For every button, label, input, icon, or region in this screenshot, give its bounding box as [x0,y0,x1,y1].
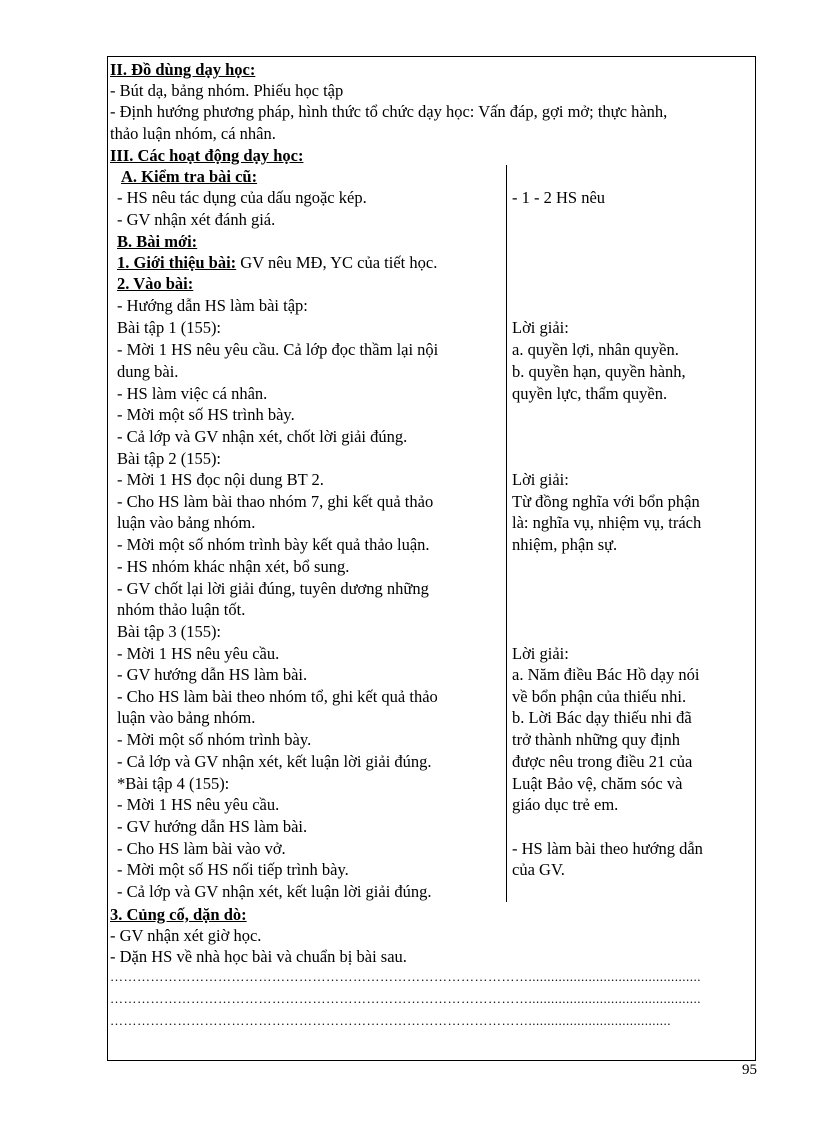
closing-line: - GV nhận xét giờ học. [110,926,262,945]
column-divider [506,165,507,902]
right-text: nhiệm, phận sự. [512,535,618,554]
left-text: - Mời 1 HS nêu yêu cầu. [117,795,280,814]
right-text: là: nghĩa vụ, nhiệm vụ, trách [512,513,702,532]
right-text: Lời giải: [512,318,569,337]
right-text: - HS làm bài theo hướng dẫn [512,839,703,858]
right-text: giáo dục trẻ em. [512,795,619,814]
part-b-heading: B. Bài mới: [117,232,198,251]
left-text: - GV nhận xét đánh giá. [117,210,276,229]
closing-heading: 3. Củng cố, dặn dò: [110,905,247,924]
left-text: - Cho HS làm bài thao nhóm 7, ghi kết quả thảo [117,492,434,511]
section-3-heading: III. Các hoạt động dạy học: [110,146,304,165]
left-text: - Mời 1 HS đọc nội dung BT 2. [117,470,324,489]
left-text: - Mời 1 HS nêu yêu cầu. Cả lớp đọc thầm lại nội [117,340,439,359]
left-text: - Mời 1 HS nêu yêu cầu. [117,644,280,663]
right-text: được nêu trong điều 21 của [512,752,693,771]
right-text: trở thành những quy định [512,730,680,749]
left-text: - Cả lớp và GV nhận xét, kết luận lời giải đúng. [117,882,432,901]
right-text: b. Lời Bác dạy thiếu nhi đã [512,708,692,727]
left-text: - Mời một số nhóm trình bày kết quả thảo luận. [117,535,430,554]
right-text: b. quyền hạn, quyền hành, [512,362,686,381]
left-text: - GV chốt lại lời giải đúng, tuyên dương những [117,579,429,598]
section-2-line: - Bút dạ, bảng nhóm. Phiếu học tập [110,81,344,100]
part-a-heading: A. Kiểm tra bài cũ: [121,167,258,186]
right-text: Từ đồng nghĩa với bổn phận [512,492,700,511]
right-text: - 1 - 2 HS nêu [512,188,606,207]
right-text: quyền lực, thẩm quyền. [512,384,668,403]
closing-line: - Dặn HS về nhà học bài và chuẩn bị bài sau. [110,947,407,966]
intro-text: GV nêu MĐ, YC của tiết học. [240,253,438,272]
left-text: - Cho HS làm bài vào vở. [117,839,286,858]
left-text: - Mời một số HS trình bày. [117,405,295,424]
section-2-heading: II. Đồ dùng dạy học: [110,60,256,79]
section-2-line: - Định hướng phương pháp, hình thức tổ chức dạy học: Vấn đáp, gợi mở; thực hành, [110,102,668,121]
main-heading: 2. Vào bài: [117,274,194,293]
left-text: - Hướng dẫn HS làm bài tập: [117,296,308,315]
intro-line [117,253,437,273]
page-number: 95 [742,1062,757,1078]
left-text: - HS nêu tác dụng của dấu ngoặc kép. [117,188,367,207]
right-text: a. quyền lợi, nhân quyền. [512,340,679,359]
left-text: - Mời một số HS nối tiếp trình bày. [117,860,349,879]
left-text: - GV hướng dẫn HS làm bài. [117,817,308,836]
exercise-title: Bài tập 3 (155): [117,622,222,641]
left-text: luận vào bảng nhóm. [117,513,256,532]
dotted-line: ………………………………………………………………………………….............................................. [110,991,701,1006]
right-text: Lời giải: [512,470,569,489]
left-text: - Mời một số nhóm trình bày. [117,730,312,749]
dotted-line: ………………………………………………………………………………….............................................. [110,969,701,984]
section-2-line: thảo luận nhóm, cá nhân. [110,124,276,143]
right-text: về bổn phận của thiếu nhi. [512,687,687,706]
left-text: - Cho HS làm bài theo nhóm tổ, ghi kết quả thảo [117,687,438,706]
left-text: - GV hướng dẫn HS làm bài. [117,665,308,684]
left-text: nhóm thảo luận tốt. [117,600,246,619]
left-text: luận vào bảng nhóm. [117,708,256,727]
left-text: - Cả lớp và GV nhận xét, kết luận lời giải đúng. [117,752,432,771]
intro-label: 1. Giới thiệu bài: [117,253,237,272]
left-text: dung bài. [117,362,179,381]
left-text: - Cả lớp và GV nhận xét, chốt lời giải đúng. [117,427,408,446]
exercise-title: *Bài tập 4 (155): [117,774,230,793]
left-text: - HS nhóm khác nhận xét, bổ sung. [117,557,350,576]
dotted-line: …………………………………………………………………………………...................................... [110,1013,671,1028]
exercise-title: Bài tập 2 (155): [117,449,222,468]
left-text: - HS làm việc cá nhân. [117,384,268,403]
right-text: Luật Bảo vệ, chăm sóc và [512,774,683,793]
right-text: Lời giải: [512,644,569,663]
right-text: của GV. [512,860,565,879]
exercise-title: Bài tập 1 (155): [117,318,222,337]
right-text: a. Năm điều Bác Hồ dạy nói [512,665,700,684]
